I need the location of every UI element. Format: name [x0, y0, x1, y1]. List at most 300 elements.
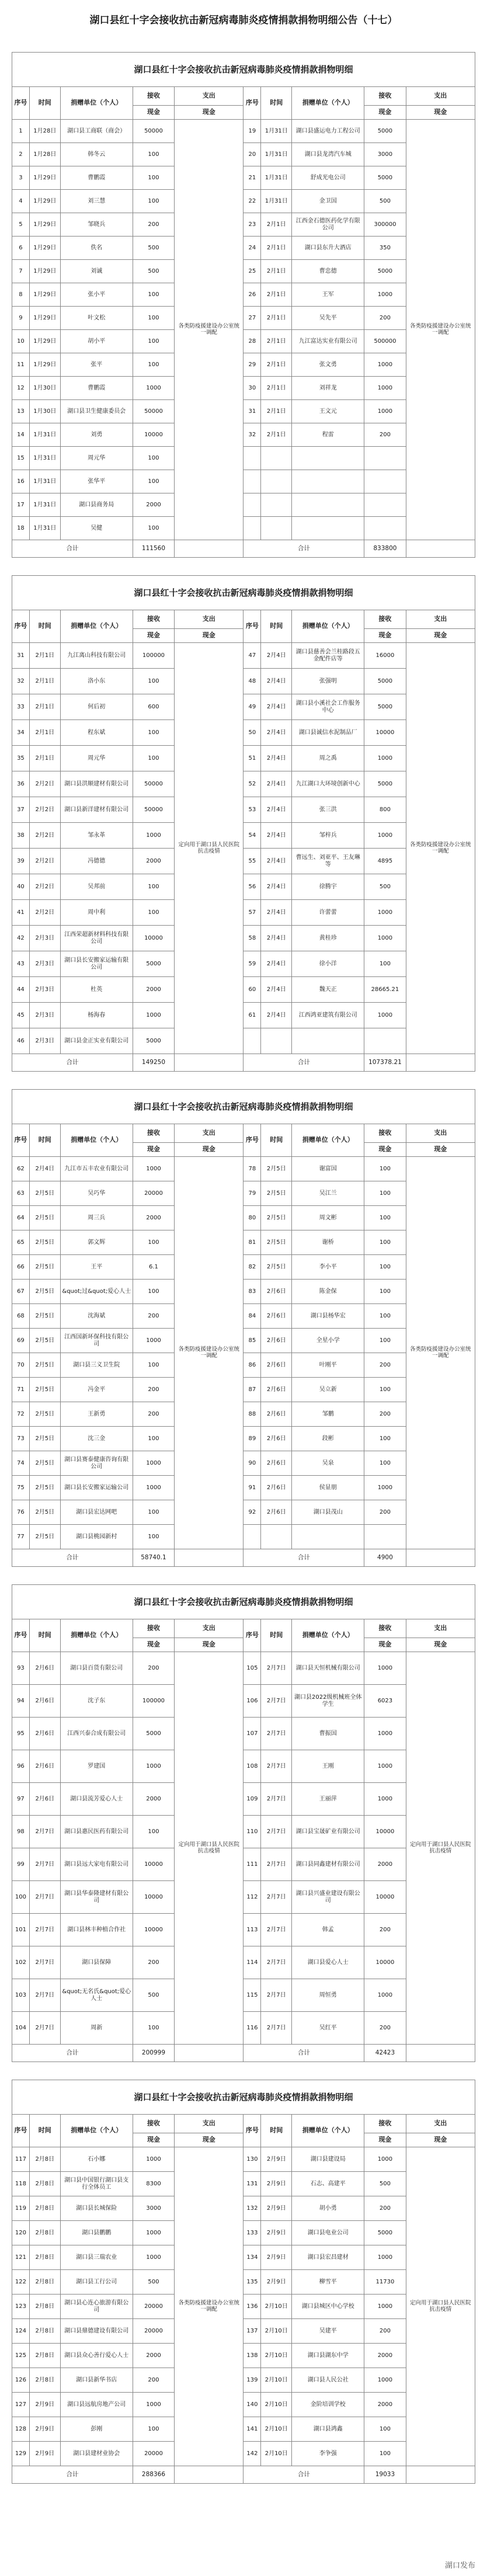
amount-cell: 50000 [133, 797, 174, 823]
amount-cell: 2000 [364, 2344, 406, 2368]
seq-cell: 19 [244, 120, 261, 143]
time-cell: 1月29日 [29, 353, 60, 377]
donor-cell: 九江富达实业有限公司 [292, 330, 364, 353]
empty-cell [364, 1028, 406, 1054]
seq-cell: 50 [244, 720, 261, 746]
amount-cell: 1000 [364, 377, 406, 400]
table-row [12, 2442, 475, 2466]
right-total-value: 4900 [364, 1549, 406, 1567]
time-cell: 1月29日 [29, 166, 60, 190]
table-row [12, 1816, 475, 1848]
time-cell: 1月30日 [29, 400, 60, 423]
seq-cell: 131 [244, 2172, 261, 2196]
amount-cell: 100 [364, 1230, 406, 1255]
time-cell: 2月2日 [29, 797, 60, 823]
donor-cell: 全星小学 [292, 1329, 364, 1353]
time-cell: 2月9日 [261, 2221, 292, 2245]
amount-cell: 10000 [133, 1914, 174, 1946]
seq-cell: 94 [12, 1685, 30, 1718]
time-cell: 1月31日 [29, 470, 60, 493]
donor-cell: 湖口县赛泰健康咨询有限公司 [60, 1451, 133, 1476]
header-donor: 捐赠单位（个人） [292, 2115, 364, 2147]
seq-cell: 17 [12, 493, 30, 517]
time-cell: 2月7日 [261, 1652, 292, 1685]
table-row [12, 900, 475, 926]
donor-cell: 吴泉 [292, 1451, 364, 1476]
time-cell: 2月4日 [261, 746, 292, 771]
donor-cell: 邹晓兵 [60, 213, 133, 237]
time-cell: 1月31日 [29, 517, 60, 540]
amount-cell: 200 [364, 1402, 406, 1427]
time-cell: 2月4日 [261, 797, 292, 823]
amount-cell: 2000 [133, 2344, 174, 2368]
amount-cell: 100 [133, 720, 174, 746]
donor-cell: 湖口县杨华宏 [292, 1304, 364, 1329]
header-receive: 接收 [133, 2115, 174, 2133]
amount-cell: 1000 [364, 1476, 406, 1500]
amount-cell: 100000 [133, 1685, 174, 1718]
donor-cell: 张三洪 [292, 797, 364, 823]
seq-cell: 29 [244, 353, 261, 377]
donor-cell: 邹鹏 [292, 1402, 364, 1427]
header-cash: 现金 [364, 106, 406, 120]
amount-cell: 100 [364, 1304, 406, 1329]
amount-cell: 2000 [133, 977, 174, 1003]
amount-cell: 1000 [133, 1476, 174, 1500]
time-cell: 2月7日 [29, 1816, 60, 1848]
donor-cell: 曹鹏霞 [60, 166, 133, 190]
time-cell: 2月4日 [261, 823, 292, 849]
header-spend: 支出 [175, 1124, 244, 1143]
time-cell: 1月29日 [29, 307, 60, 330]
amount-cell: 100 [364, 1427, 406, 1451]
time-cell: 1月29日 [29, 283, 60, 307]
donor-cell: 谢桥 [292, 1230, 364, 1255]
time-cell: 2月9日 [29, 2442, 60, 2466]
donor-cell: 湖口县龙湾汽车城 [292, 143, 364, 166]
time-cell: 2月9日 [29, 2417, 60, 2442]
table-row [12, 237, 475, 260]
header-time: 时间 [29, 87, 60, 120]
amount-cell: 20000 [133, 2295, 174, 2319]
seq-cell: 123 [12, 2295, 30, 2319]
header-donor: 捐赠单位（个人） [60, 1124, 133, 1157]
header-seq: 序号 [244, 610, 261, 643]
seq-cell: 42 [12, 926, 30, 951]
amount-cell: 10000 [133, 926, 174, 951]
table-row [12, 120, 475, 143]
time-cell: 2月10日 [261, 2417, 292, 2442]
header-cash: 现金 [406, 2133, 475, 2147]
table-row [12, 874, 475, 900]
time-cell: 2月7日 [29, 1946, 60, 1979]
donor-cell: 邹永革 [60, 823, 133, 849]
time-cell: 2月4日 [261, 1003, 292, 1028]
seq-cell: 106 [244, 1685, 261, 1718]
total-label: 合计 [12, 2466, 133, 2484]
donor-cell: 湖口县三义卫生院 [60, 1353, 133, 1378]
seq-cell: 114 [244, 1946, 261, 1979]
seq-cell: 125 [12, 2344, 30, 2368]
donor-cell: 李小平 [292, 1255, 364, 1280]
seq-cell: 137 [244, 2319, 261, 2344]
section-banner: 湖口县红十字会接收抗击新冠病毒肺炎疫情捐款捐物明细 [12, 1584, 475, 1619]
donor-cell: 许蕾蕾 [292, 900, 364, 926]
donor-cell: 周之禹 [292, 746, 364, 771]
time-cell: 2月6日 [261, 1427, 292, 1451]
section-banner: 湖口县红十字会接收抗击新冠病毒肺炎疫情捐款捐物明细 [12, 575, 475, 610]
amount-cell: 500 [133, 1979, 174, 2012]
total-label: 合计 [12, 1549, 133, 1567]
time-cell: 2月5日 [261, 1206, 292, 1230]
donor-cell: 王新勇 [60, 1402, 133, 1427]
amount-cell: 100 [133, 1280, 174, 1304]
donor-cell: 刘祥龙 [292, 377, 364, 400]
header-time: 时间 [261, 2115, 292, 2147]
header-seq: 序号 [244, 87, 261, 120]
donor-cell: 刘勇 [60, 423, 133, 447]
donor-cell: 侯显朋 [292, 1476, 364, 1500]
empty-cell [292, 470, 364, 493]
table-row [12, 771, 475, 797]
amount-cell: 11730 [364, 2270, 406, 2295]
table-row [12, 1451, 475, 1476]
seq-cell: 32 [12, 669, 30, 694]
seq-cell: 81 [244, 1230, 261, 1255]
amount-cell: 500 [133, 2270, 174, 2295]
time-cell: 1月29日 [29, 213, 60, 237]
header-spend: 支出 [406, 2115, 475, 2133]
amount-cell: 500 [133, 260, 174, 283]
amount-cell: 200 [364, 1914, 406, 1946]
header-time: 时间 [29, 1619, 60, 1652]
amount-cell: 1000 [133, 2147, 174, 2172]
header-receive: 接收 [364, 87, 406, 106]
left-total-value: 149250 [133, 1054, 174, 1072]
amount-cell: 1000 [133, 1451, 174, 1476]
seq-cell: 11 [12, 353, 30, 377]
donor-cell: 湖口县远航房地产公司 [60, 2393, 133, 2417]
time-cell: 2月8日 [29, 2270, 60, 2295]
amount-cell: 5000 [364, 669, 406, 694]
total-label: 合计 [244, 2045, 364, 2062]
amount-cell: 100 [133, 2012, 174, 2045]
empty-cell [292, 1525, 364, 1549]
seq-cell: 35 [12, 746, 30, 771]
donor-cell: 湖口县宝晟矿业有限公司 [292, 1816, 364, 1848]
seq-cell: 109 [244, 1783, 261, 1816]
empty-cell [292, 447, 364, 470]
seq-cell: 100 [12, 1881, 30, 1914]
donor-cell: 周三兵 [60, 1206, 133, 1230]
seq-cell: 16 [12, 470, 30, 493]
table-row [12, 166, 475, 190]
seq-cell: 59 [244, 951, 261, 977]
amount-cell: 5000 [364, 260, 406, 283]
donor-cell: 湖口县百货有限公司 [60, 1652, 133, 1685]
seq-cell: 142 [244, 2442, 261, 2466]
seq-cell: 102 [12, 1946, 30, 1979]
amount-cell: 5000 [364, 771, 406, 797]
time-cell: 2月5日 [29, 1525, 60, 1549]
document-title: 湖口县红十字会接收抗击新冠病毒肺炎疫情捐款捐物明细公告（十七） [89, 15, 398, 26]
header-time: 时间 [261, 1619, 292, 1652]
time-cell: 2月4日 [261, 669, 292, 694]
seq-cell: 51 [244, 746, 261, 771]
seq-cell: 118 [12, 2172, 30, 2196]
seq-cell: 103 [12, 1979, 30, 2012]
table-row [12, 2319, 475, 2344]
time-cell: 1月29日 [29, 237, 60, 260]
donor-cell: 江西国新环保科技有限公司 [60, 1329, 133, 1353]
donor-cell: 邹梓兵 [292, 823, 364, 849]
time-cell: 2月6日 [29, 1750, 60, 1783]
seq-cell: 113 [244, 1914, 261, 1946]
empty-cell [175, 1549, 244, 1567]
seq-cell: 65 [12, 1230, 30, 1255]
amount-cell: 100 [364, 1181, 406, 1206]
donor-cell: 彭刚 [60, 2417, 133, 2442]
amount-cell: 100 [133, 2417, 174, 2442]
donor-cell: 江西兴泰合成有限公司 [60, 1718, 133, 1750]
amount-cell: 1000 [364, 283, 406, 307]
time-cell: 2月1日 [29, 669, 60, 694]
table-row [12, 823, 475, 849]
donor-cell: 湖口县东升大酒店 [292, 237, 364, 260]
amount-cell: 1000 [133, 2245, 174, 2270]
amount-cell: 200 [364, 1353, 406, 1378]
time-cell: 2月1日 [261, 423, 292, 447]
seq-cell: 77 [12, 1525, 30, 1549]
table-row [12, 849, 475, 874]
seq-cell: 40 [12, 874, 30, 900]
amount-cell: 100 [133, 1353, 174, 1378]
donor-cell: 曹鹏霞 [60, 377, 133, 400]
total-row [12, 1054, 475, 1072]
seq-cell: 89 [244, 1427, 261, 1451]
header-time: 时间 [29, 2115, 60, 2147]
amount-cell: 3000 [364, 143, 406, 166]
donor-cell: 湖口县心连心旅游有限公司 [60, 2295, 133, 2319]
time-cell: 2月1日 [261, 307, 292, 330]
header-receive: 接收 [364, 610, 406, 629]
donor-cell: 杨海春 [60, 1003, 133, 1028]
donor-cell: 段彬 [292, 1427, 364, 1451]
empty-cell [261, 517, 292, 540]
table-row [12, 330, 475, 353]
time-cell: 2月7日 [261, 1718, 292, 1750]
amount-cell: 5000 [133, 951, 174, 977]
empty-cell [292, 1028, 364, 1054]
seq-cell: 104 [12, 2012, 30, 2045]
time-cell: 2月8日 [29, 2245, 60, 2270]
amount-cell: 2000 [364, 2393, 406, 2417]
seq-cell: 111 [244, 1848, 261, 1881]
total-row [12, 1549, 475, 1567]
donor-cell: 湖口县城区中心学校 [292, 2295, 364, 2319]
amount-cell: 10000 [364, 720, 406, 746]
time-cell: 2月5日 [261, 1255, 292, 1280]
donor-cell: 周元华 [60, 447, 133, 470]
amount-cell: 100 [133, 353, 174, 377]
spend-note-cell: 定向用于湖口县人民医院抗击疫情 [175, 1652, 244, 2045]
empty-cell [175, 2466, 244, 2484]
time-cell: 2月1日 [29, 643, 60, 669]
time-cell: 2月3日 [29, 951, 60, 977]
seq-cell: 52 [244, 771, 261, 797]
donation-table [12, 2114, 475, 2484]
donor-cell: 胡小勇 [292, 2196, 364, 2221]
donation-table [12, 86, 475, 558]
table-row [12, 190, 475, 213]
amount-cell: 200 [364, 423, 406, 447]
donor-cell: 张平 [60, 353, 133, 377]
header-cash: 现金 [364, 1143, 406, 1157]
time-cell: 2月5日 [261, 1230, 292, 1255]
seq-cell: 49 [244, 694, 261, 720]
seq-cell: 34 [12, 720, 30, 746]
time-cell: 2月7日 [29, 1848, 60, 1881]
donor-cell: 湖口县建设局 [292, 2147, 364, 2172]
header-cash: 现金 [364, 1638, 406, 1652]
donor-cell: 九江湖口大环境创新中心 [292, 771, 364, 797]
seq-cell: 129 [12, 2442, 30, 2466]
header-cash: 现金 [406, 106, 475, 120]
seq-cell: 122 [12, 2270, 30, 2295]
table-row [12, 260, 475, 283]
empty-cell [175, 540, 244, 558]
table-row [12, 1718, 475, 1750]
seq-cell: 13 [12, 400, 30, 423]
amount-cell: 200 [133, 1946, 174, 1979]
total-label: 合计 [12, 1054, 133, 1072]
time-cell: 2月1日 [261, 330, 292, 353]
seq-cell: 63 [12, 1181, 30, 1206]
amount-cell: 500 [364, 874, 406, 900]
total-label: 合计 [244, 2466, 364, 2484]
amount-cell: 50000 [133, 400, 174, 423]
time-cell: 2月7日 [261, 1946, 292, 1979]
empty-cell [244, 447, 261, 470]
amount-cell: 20000 [133, 2442, 174, 2466]
time-cell: 2月1日 [261, 260, 292, 283]
table-row [12, 746, 475, 771]
time-cell: 1月29日 [29, 190, 60, 213]
amount-cell: 1000 [364, 1979, 406, 2012]
seq-cell: 86 [244, 1353, 261, 1378]
time-cell: 2月6日 [261, 1329, 292, 1353]
time-cell: 2月4日 [261, 771, 292, 797]
time-cell: 2月3日 [29, 977, 60, 1003]
donor-cell: 湖口县三瑞农业 [60, 2245, 133, 2270]
seq-cell: 45 [12, 1003, 30, 1028]
time-cell: 2月5日 [29, 1500, 60, 1525]
seq-cell: 112 [244, 1881, 261, 1914]
amount-cell: 500 [133, 237, 174, 260]
table-row [12, 1848, 475, 1881]
time-cell: 2月8日 [29, 2344, 60, 2368]
donor-cell: 黄桂珍 [292, 926, 364, 951]
donor-cell: 湖口县诚信水泥制品厂 [292, 720, 364, 746]
donor-cell: 湖口县华泰隆建材有限公司 [60, 1881, 133, 1914]
empty-cell [244, 517, 261, 540]
seq-cell: 28 [244, 330, 261, 353]
amount-cell: 500 [364, 2172, 406, 2196]
total-row [12, 2466, 475, 2484]
table-row [12, 423, 475, 447]
donor-cell: 冯金平 [60, 1378, 133, 1402]
table-row [12, 2221, 475, 2245]
amount-cell: 100 [364, 1329, 406, 1353]
time-cell: 2月5日 [261, 1157, 292, 1181]
donor-cell: 王丽萍 [292, 1783, 364, 1816]
seq-cell: 130 [244, 2147, 261, 2172]
donor-cell: 江西金石德医药化学有限公司 [292, 213, 364, 237]
amount-cell: 20000 [133, 1181, 174, 1206]
seq-cell: 24 [244, 237, 261, 260]
amount-cell: 1000 [133, 2393, 174, 2417]
table-row [12, 2196, 475, 2221]
table-row [12, 1304, 475, 1329]
table-row [12, 2368, 475, 2393]
table-row [12, 353, 475, 377]
amount-cell: 1000 [364, 2245, 406, 2270]
donation-table [12, 610, 475, 1072]
seq-cell: 48 [244, 669, 261, 694]
amount-cell: 100 [364, 1255, 406, 1280]
amount-cell: 100 [133, 190, 174, 213]
time-cell: 2月6日 [29, 1652, 60, 1685]
donor-cell: 程东斌 [60, 720, 133, 746]
amount-cell: 2000 [133, 849, 174, 874]
seq-cell: 138 [244, 2344, 261, 2368]
donor-cell: 刘诚 [60, 260, 133, 283]
section-banner: 湖口县红十字会接收抗击新冠病毒肺炎疫情捐款捐物明细 [12, 2080, 475, 2114]
seq-cell: 56 [244, 874, 261, 900]
time-cell: 2月6日 [261, 1500, 292, 1525]
seq-cell: 132 [244, 2196, 261, 2221]
time-cell: 2月6日 [261, 1304, 292, 1329]
time-cell: 2月7日 [261, 1750, 292, 1783]
empty-cell [244, 1525, 261, 1549]
table-row [12, 2393, 475, 2417]
table-row [12, 1353, 475, 1378]
amount-cell: 800 [364, 797, 406, 823]
donor-cell: 刘三慧 [60, 190, 133, 213]
time-cell: 2月5日 [29, 1206, 60, 1230]
time-cell: 2月6日 [29, 1783, 60, 1816]
amount-cell: 100 [133, 669, 174, 694]
table-row [12, 2270, 475, 2295]
donor-cell: 周文彬 [292, 1206, 364, 1230]
table-row [12, 2147, 475, 2172]
amount-cell: 100 [364, 1451, 406, 1476]
header-cash: 现金 [133, 2133, 174, 2147]
table-row [12, 951, 475, 977]
amount-cell: 5000 [133, 1028, 174, 1054]
table-row [12, 493, 475, 517]
time-cell: 2月2日 [29, 771, 60, 797]
left-total-value: 58740.1 [133, 1549, 174, 1567]
seq-cell: 87 [244, 1378, 261, 1402]
seq-cell: 57 [244, 900, 261, 926]
table-row [12, 1280, 475, 1304]
time-cell: 2月5日 [29, 1378, 60, 1402]
amount-cell: 100 [364, 2442, 406, 2466]
donor-cell: 舒成光电公司 [292, 166, 364, 190]
empty-cell [406, 1054, 475, 1072]
time-cell: 2月1日 [261, 353, 292, 377]
